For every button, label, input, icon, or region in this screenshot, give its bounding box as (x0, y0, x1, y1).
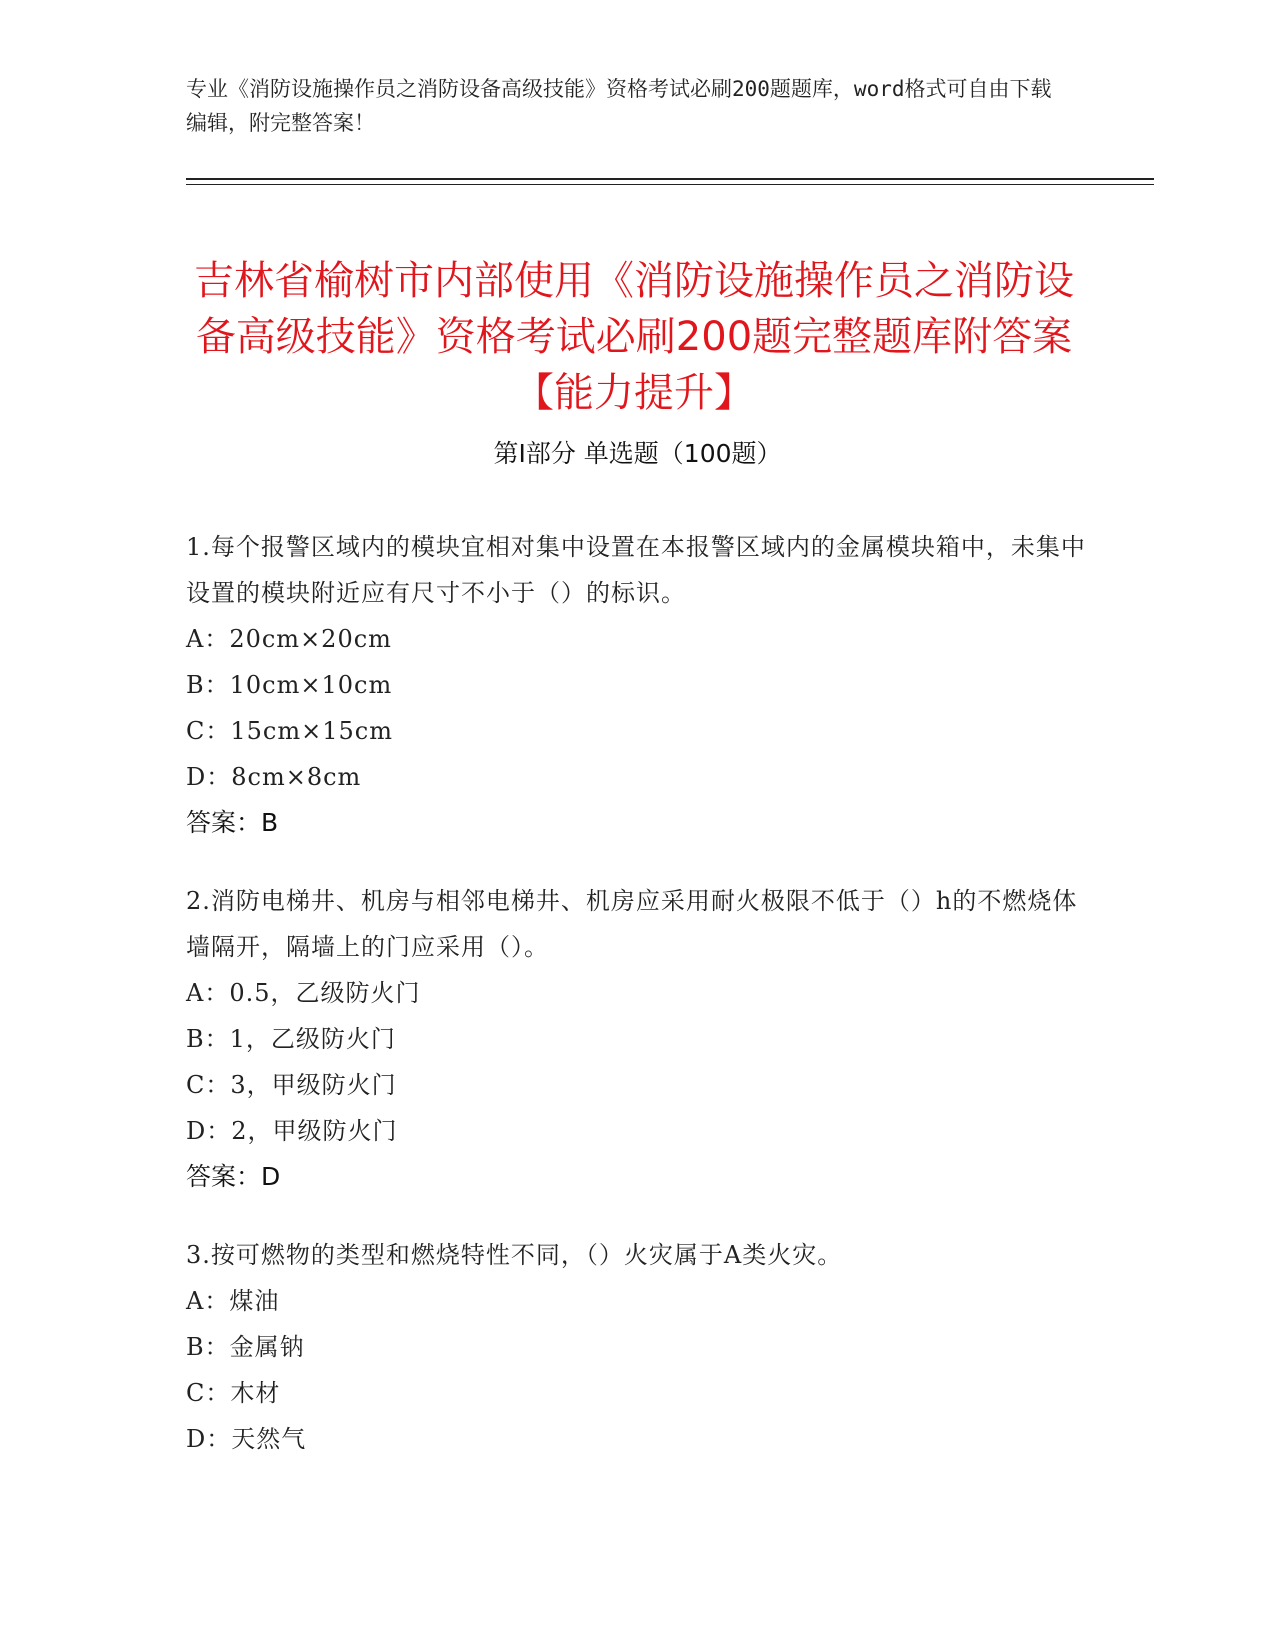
option-b: B：金属钠 (186, 1333, 305, 1361)
option-d: D：天然气 (186, 1425, 307, 1453)
option-c: C：15cm×15cm (186, 717, 393, 745)
option-b: B：10cm×10cm (186, 671, 393, 699)
option-a: A：0.5，乙级防火门 (186, 979, 421, 1007)
question-text: 1.每个报警区域内的模块宜相对集中设置在本报警区域内的金属模块箱中，未集中设置的模块附近应有尺寸不小于（）的标识。 (186, 533, 1086, 607)
option-b: B：1，乙级防火门 (186, 1025, 396, 1053)
option-c: C：木材 (186, 1379, 281, 1407)
question-3 (186, 1232, 1086, 1462)
section-heading: 第Ⅰ部分 单选题（100题） (493, 439, 782, 468)
option-a: A：20cm×20cm (186, 625, 392, 653)
question-text: 2.消防电梯井、机房与相邻电梯井、机房应采用耐火极限不低于（）h的不燃烧体墙隔开，隔墙上的门应采用（）。 (186, 887, 1078, 961)
header-divider-bottom (186, 184, 1154, 185)
header-note: 专业《消防设施操作员之消防设备高级技能》资格考试必刷200题题库，word格式可自由下载编辑，附完整答案！ (186, 77, 1052, 135)
option-c: C：3，甲级防火门 (186, 1071, 397, 1099)
question-list (186, 524, 1086, 1494)
option-d: D：2，甲级防火门 (186, 1117, 398, 1145)
option-d: D：8cm×8cm (186, 763, 362, 791)
option-a: A：煤油 (186, 1287, 280, 1315)
question-text: 3.按可燃物的类型和燃烧特性不同，（）火灾属于A类火灾。 (186, 1241, 843, 1269)
answer-label: 答案：D (186, 1162, 281, 1191)
document-title: 吉林省榆树市内部使用《消防设施操作员之消防设备高级技能》资格考试必刷200题完整题库附答案【能力提升】 (194, 257, 1074, 416)
question-2 (186, 878, 1086, 1200)
header-divider-top (186, 178, 1154, 180)
question-1 (186, 524, 1086, 846)
answer-label: 答案：B (186, 808, 279, 837)
